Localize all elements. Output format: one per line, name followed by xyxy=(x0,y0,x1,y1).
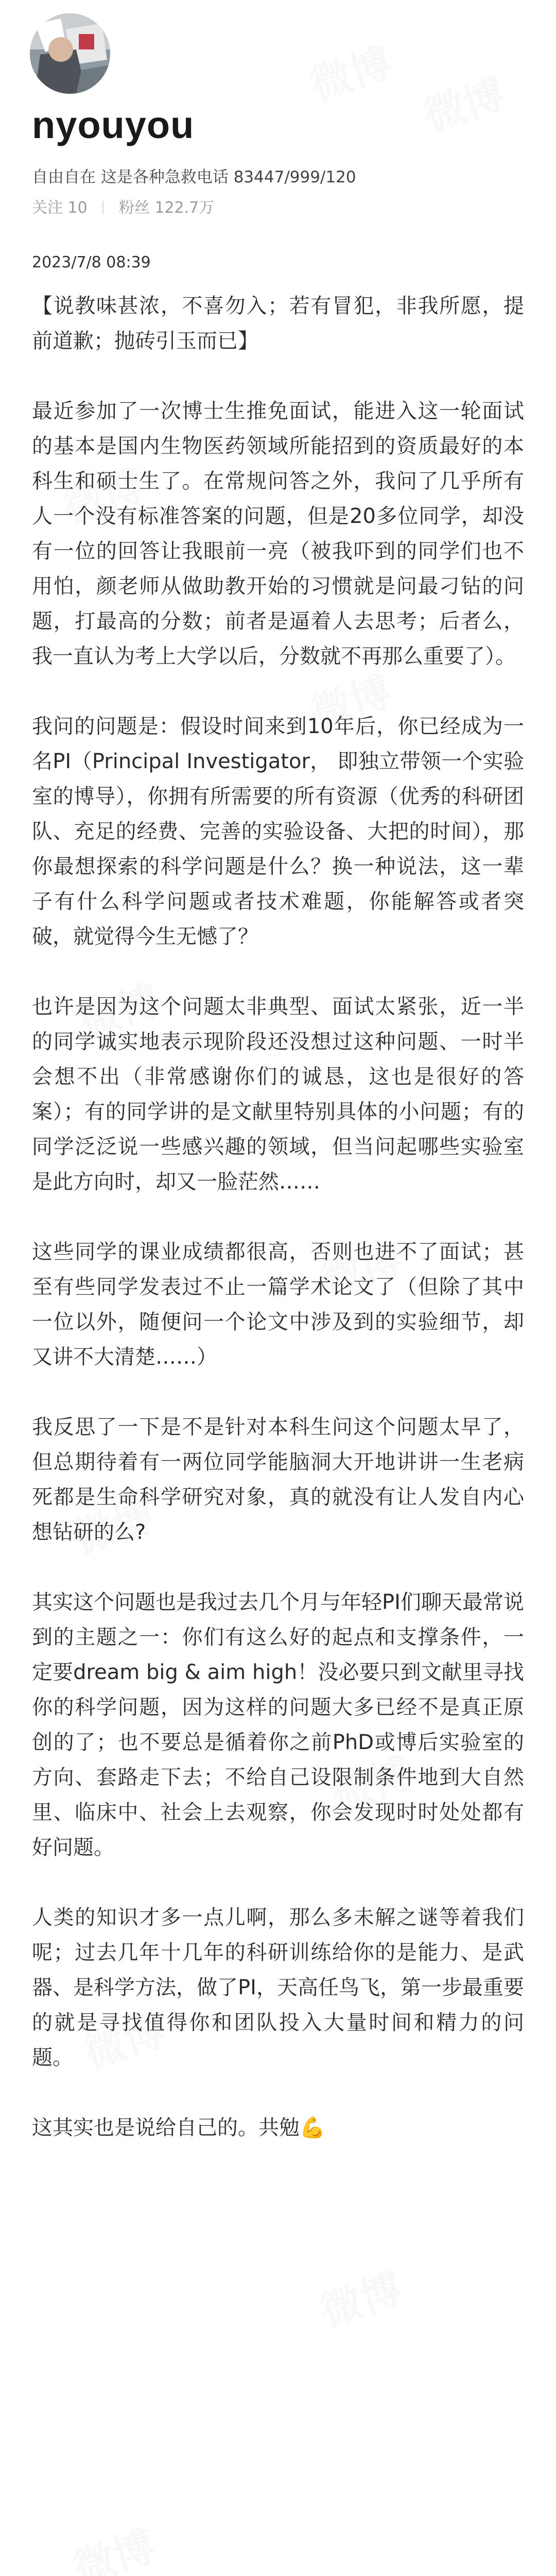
post-paragraph: 这其实也是说给自己的。共勉💪 xyxy=(32,2116,325,2140)
post-paragraph: 人类的知识才多一点儿啊，那么多未解之谜等着我们呢；过去几年十几年的科研训练给你的是能力、是武器、是科学方法，做了PI，天高任鸟飞，第一步最重要的就是寻找值得你和团队投入大量时间和精力的问题。 xyxy=(32,1906,524,2070)
fans-count[interactable]: 122.7万 xyxy=(154,199,215,217)
fans-label[interactable]: 粉丝 xyxy=(118,199,150,217)
post-paragraph: 其实这个问题也是我过去几个月与年轻PI们聊天最常说到的主题之一：你们有这么好的起点和支撑条件，一定要dream big & aim high！没必要只到文献里寻找你的科学问题，因为这样的问题大多已经不是真正原创的了；也不要总是循着你之前PhD或博后实验室的方向、套路走下去；不给自己设限制条件地到大自然里、临床中、社会上去观察，你会发现时时处处都有好问题。 xyxy=(32,1590,524,1859)
post-paragraph: 也许是因为这个问题太非典型、面试太紧张，近一半的同学诚实地表示现阶段还没想过这种问题、一时半会想不出（非常感谢你们的诚恳，这也是很好的答案）；有的同学讲的是文献里特别具体的小问题；有的同学泛泛说一些感兴趣的领域，但当问起哪些实验室是此方向时，却又一脸茫然…… xyxy=(32,995,524,1194)
post-paragraph: 我问的问题是：假设时间来到10年后，你已经成为一名PI（Principal Investigator， 即独立带领一个实验室的博导），你拥有所需要的所有资源（优秀的科研团队、充足的经费、完善的实验设备、大把的时间），那你最想探索的科学问题是什么？换一种说法，这一辈子有什么科学问题或者技术难题，你能解答或者突破，就觉得今生无憾了？ xyxy=(32,715,524,948)
post-paragraph: 我反思了一下是不是针对本科生问这个问题太早了，但总期待着有一两位同学能脑洞大开地讲讲一生老病死都是生命科学研究对象，真的就没有让人发自内心想钻研的么? xyxy=(32,1415,524,1544)
stats-divider xyxy=(102,201,103,214)
watermark xyxy=(312,2256,409,2337)
post-paragraph: 【说教味甚浓，不喜勿入；若有冒犯，非我所愿，提前道歉；抛砖引玉而已】 xyxy=(32,294,524,353)
post-timestamp: 2023/7/8 08:39 xyxy=(32,253,151,272)
avatar[interactable] xyxy=(30,13,110,94)
post-body xyxy=(32,289,524,2145)
profile-bio: 自由自在 这是各种急救电话 83447/999/120 xyxy=(32,168,356,187)
post-paragraph: 最近参加了一次博士生推免面试，能进入这一轮面试的基本是国内生物医药领域所能招到的资质最好的本科生和硕士生了。在常规问答之外，我问了几乎所有人一个没有标准答案的问题，但是20多位同学，却没有一位的回答让我眼前一亮（被我吓到的同学们也不用怕，颜老师从做助教开始的习惯就是问最刁钻的问题，打最高的分数；前者是逼着人去思考；后者么，我一直认为考上大学以后，分数就不再那么重要了）。 xyxy=(32,399,524,668)
watermark xyxy=(65,2513,162,2576)
follow-label[interactable]: 关注 xyxy=(32,199,63,217)
profile-stats xyxy=(32,195,214,217)
post-paragraph: 这些同学的课业成绩都很高，否则也进不了面试；甚至有些同学发表过不止一篇学术论文了（但除了其中一位以外，随便问一个论文中涉及到的实验细节，却又讲不大清楚……） xyxy=(32,1240,524,1369)
profile-header xyxy=(0,0,556,216)
follow-count[interactable]: 10 xyxy=(67,199,88,217)
avatar-photo-icon xyxy=(30,13,110,94)
username[interactable]: nyouyou xyxy=(32,104,195,146)
